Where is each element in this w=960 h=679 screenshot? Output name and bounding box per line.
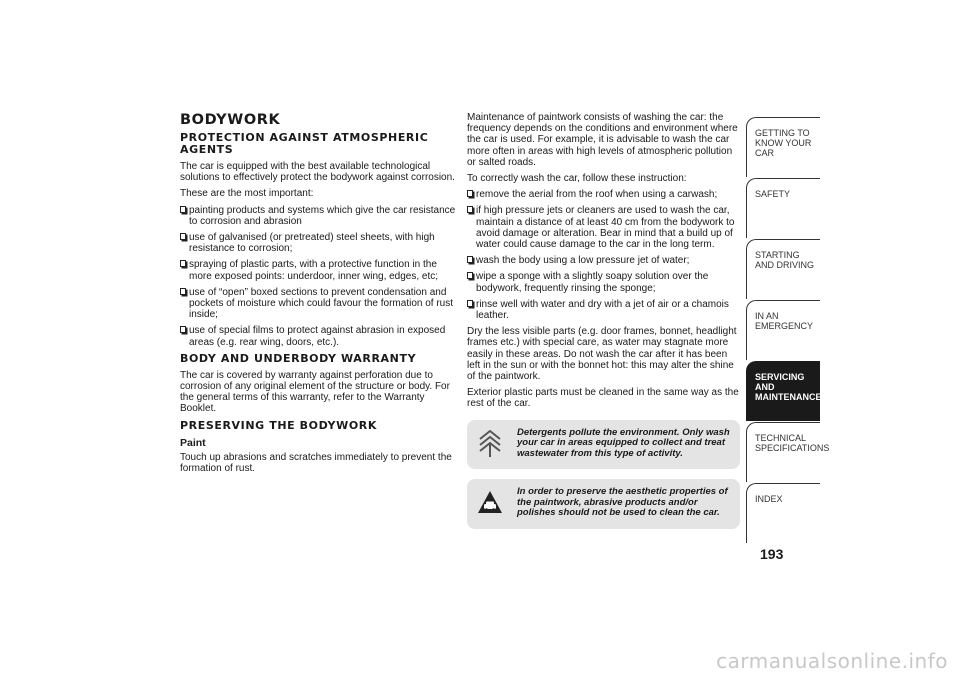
paragraph: Dry the less visible parts (e.g. door frames, bonnet, headlight frames etc.) with special care, as water may stagnate more easily in these areas. Do not wash the car after it has been left in the sun or with the bonnet hot: this may alter the shine of the paintwork. <box>467 326 737 383</box>
page-title: BODYWORK <box>180 112 281 128</box>
chapter-tab-technical[interactable]: TECHNICAL SPECIFICATIONS <box>746 422 820 482</box>
checkbox-bullet-icon <box>467 256 473 263</box>
checkbox-bullet-icon <box>180 233 186 240</box>
footer-watermark: carmanualsonline.info <box>716 649 948 673</box>
chapter-sidebar <box>746 117 830 544</box>
warning-car-icon <box>477 487 503 517</box>
list-item: spraying of plastic parts, with a protective function in the more exposed points: underdoor, inner wing, edges, etc; <box>180 259 458 281</box>
chapter-tab-emergency[interactable]: IN AN EMERGENCY <box>746 300 820 360</box>
subheading-paint: Paint <box>180 436 206 449</box>
paragraph: The car is covered by warranty against perforation due to corrosion of any original element of the structure or body. For the general terms of this warranty, refer to the Warranty Booklet. <box>180 369 450 415</box>
page-number: 193 <box>760 546 784 562</box>
list-item: use of special films to protect against abrasion in exposed areas (e.g. rear wing, doors, etc.). <box>180 325 458 347</box>
checkbox-bullet-icon <box>467 206 473 213</box>
paragraph: Exterior plastic parts must be cleaned in the same way as the rest of the car. <box>467 387 739 410</box>
list-item: wash the body using a low pressure jet of water; <box>467 255 740 266</box>
checkbox-bullet-icon <box>180 288 186 295</box>
note-text: Detergents pollute the environment. Only wash your car in areas equipped to collect and treat wastewater from this type of activity. <box>517 426 730 459</box>
paragraph: These are the most important: <box>180 188 314 200</box>
paragraph: Touch up abrasions and scratches immediately to prevent the formation of rust. <box>180 451 452 474</box>
list-item: remove the aerial from the roof when using a carwash; <box>467 189 740 200</box>
chapter-tab-index[interactable]: INDEX <box>746 483 820 543</box>
environment-note <box>467 420 740 470</box>
chapter-tab-starting-driving[interactable]: STARTING AND DRIVING <box>746 239 820 299</box>
protection-list <box>180 205 458 348</box>
checkbox-bullet-icon <box>180 260 186 267</box>
chapter-tab-getting-to-know[interactable]: GETTING TO KNOW YOUR CAR <box>746 117 820 177</box>
left-column <box>180 112 458 479</box>
paragraph: Maintenance of paintwork consists of washing the car: the frequency depends on the conditions and environment where the car is used. For example, it is advisable to wash the car more often in areas with high levels of atmospheric pollution or salted roads. <box>467 112 738 168</box>
checkbox-bullet-icon <box>180 326 186 333</box>
list-item: wipe a sponge with a slightly soapy solution over the bodywork, frequently rinsing the sponge; <box>467 271 740 293</box>
checkbox-bullet-icon <box>467 272 473 279</box>
section-heading-warranty: BODY AND UNDERBODY WARRANTY <box>180 351 417 365</box>
section-heading-protection: PROTECTION AGAINST ATMOSPHERIC AGENTS <box>180 131 429 156</box>
right-column <box>467 112 740 539</box>
list-item: if high pressure jets or cleaners are used to wash the car, maintain a distance of at least 40 cm from the bodywork to avoid damage or alteration. Bear in mind that a build up of water could cause damage to the car in the long term. <box>467 205 740 250</box>
section-heading-preserving: PRESERVING THE BODYWORK <box>180 418 377 432</box>
paragraph: The car is equipped with the best available technological solutions to effectively protect the bodywork against corrosion. <box>180 161 455 184</box>
list-item: painting products and systems which give the car resistance to corrosion and abrasion <box>180 205 458 227</box>
note-text: In order to preserve the aesthetic properties of the paintwork, abrasive products and/or polishes should not be used to clean the car. <box>517 486 728 519</box>
checkbox-bullet-icon <box>180 206 186 213</box>
warning-note <box>467 479 740 529</box>
checkbox-bullet-icon <box>467 190 473 197</box>
paragraph: To correctly wash the car, follow these instruction: <box>467 173 687 185</box>
list-item: rinse well with water and dry with a jet of air or a chamois leather. <box>467 299 740 321</box>
chapter-tab-servicing[interactable]: SERVICING AND MAINTENANCE <box>746 361 820 421</box>
list-item: use of “open” boxed sections to prevent condensation and pockets of moisture which could favour the formation of rust inside; <box>180 287 458 321</box>
checkbox-bullet-icon <box>467 300 473 307</box>
washing-list <box>467 189 740 321</box>
chapter-tab-safety[interactable]: SAFETY <box>746 178 820 238</box>
recycling-tree-icon <box>477 428 503 458</box>
list-item: use of galvanised (or pretreated) steel sheets, with high resistance to corrosion; <box>180 232 458 254</box>
